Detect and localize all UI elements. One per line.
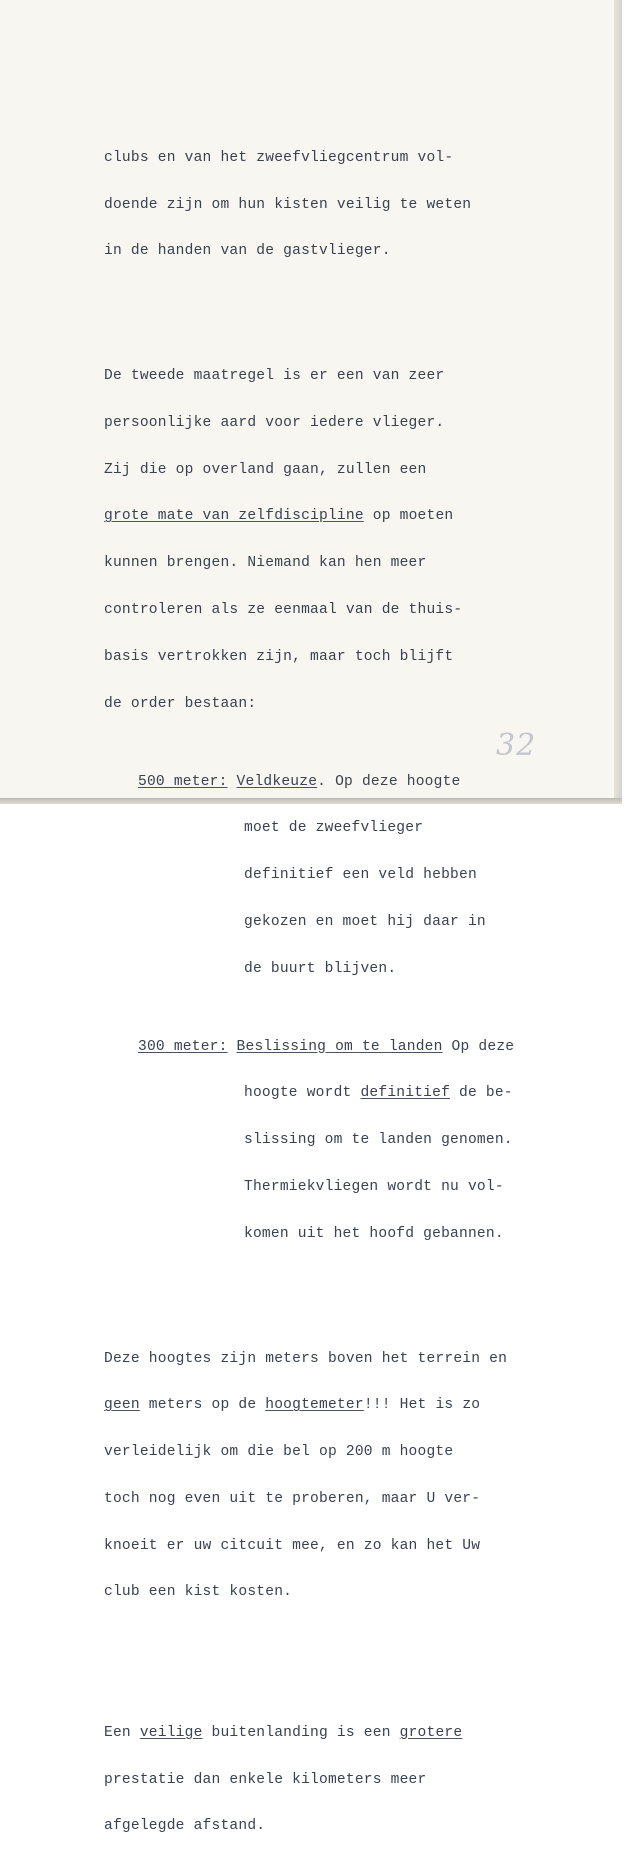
text-line: persoonlijke aard voor iedere vlieger. [104, 414, 445, 431]
text-run: !!! Het is zo [363, 1397, 481, 1414]
underlined-phrase: grotere [399, 1724, 463, 1741]
text-line [104, 509, 514, 525]
text-line: controleren als ze eenmaal van de thuis- [104, 602, 463, 618]
altitude-label: 300 meter: [138, 1038, 228, 1055]
text-line: de order bestaan: [104, 695, 257, 712]
text-run: de be- [450, 1085, 513, 1102]
text-run: Op deze [442, 1038, 515, 1055]
text-run: . Op deze hoogte [317, 773, 461, 790]
text-run: op moeten [363, 508, 454, 525]
text-line: moet de zweefvlieger [244, 820, 424, 837]
text-line: slissing om te landen genomen. [244, 1132, 513, 1149]
text-run: hoogte wordt [244, 1085, 361, 1102]
text-line [104, 1086, 514, 1102]
order-500-heading [104, 775, 514, 791]
text-line: verleidelijk om die bel op 200 m hoogte [104, 1444, 454, 1461]
text-line: club een kist kosten. [104, 1584, 293, 1601]
altitude-label: 500 meter: [138, 773, 228, 790]
text-line: Thermiekvliegen wordt nu vol- [244, 1178, 504, 1195]
text-line: Deze hoogtes zijn meters boven het terrein en [104, 1350, 508, 1367]
underlined-phrase: hoogtemeter [265, 1397, 364, 1414]
text-line: Zij die op overland gaan, zullen een [104, 461, 427, 478]
text-line: kunnen brengen. Niemand kan hen meer [104, 555, 427, 572]
underlined-phrase: veilige [139, 1724, 203, 1741]
page-right-edge [614, 0, 622, 800]
text-line: doende zijn om hun kisten veilig te weten [104, 196, 472, 213]
text-line: definitief een veld hebben [244, 867, 477, 884]
underlined-phrase: definitief [360, 1085, 451, 1102]
page-number: 32 [496, 728, 537, 763]
underlined-phrase: grote mate van zelfdiscipline [104, 508, 364, 525]
underlined-phrase: Beslissing om te landen [236, 1038, 443, 1055]
text-line: knoeit er uw citcuit mee, en zo kan het Uw [104, 1537, 481, 1554]
text-line: toch nog even uit te proberen, maar U ver- [104, 1490, 481, 1507]
text-line: prestatie dan enkele kilometers meer [104, 1771, 427, 1788]
text-line: De tweede maatregel is er een van zeer [104, 368, 445, 385]
text-run: meters op de [139, 1397, 266, 1414]
text-line: komen uit het hoofd gebannen. [244, 1225, 504, 1242]
text-run: buitenlanding is een [202, 1724, 400, 1741]
text-line [104, 1726, 514, 1742]
text-line [104, 1398, 514, 1414]
text-line: gekozen en moet hij daar in [244, 913, 486, 930]
text-line: in de handen van de gastvlieger. [104, 243, 391, 260]
text-line: afgelegde afstand. [104, 1818, 266, 1835]
text-line: clubs en van het zweefvliegcentrum vol- [104, 149, 454, 166]
underlined-phrase: geen [104, 1397, 140, 1414]
underlined-phrase: Veldkeuze [236, 773, 318, 790]
order-300-heading [104, 1040, 514, 1056]
text-line: de buurt blijven. [244, 960, 397, 977]
typed-text-block [104, 104, 514, 1851]
text-run: Een [104, 1724, 140, 1741]
text-line: basis vertrokken zijn, maar toch blijft [104, 648, 454, 665]
